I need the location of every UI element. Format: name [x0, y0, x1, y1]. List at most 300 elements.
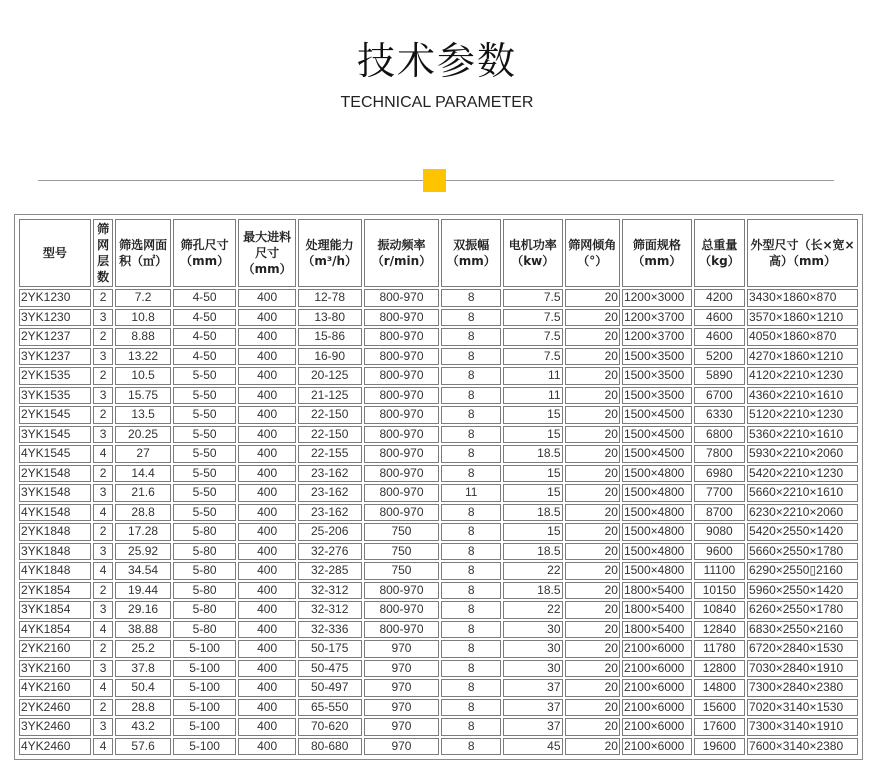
cell-screen-spec: 2100×6000 — [622, 640, 692, 658]
cell-screen-spec: 2100×6000 — [622, 699, 692, 717]
table-row — [19, 309, 858, 327]
cell-screen-spec: 1200×3700 — [622, 309, 692, 327]
cell-screen-area: 27 — [115, 445, 170, 463]
cell-screen-spec: 1500×3500 — [622, 367, 692, 385]
cell-max-feed-size: 400 — [238, 738, 295, 756]
cell-layers: 2 — [93, 699, 114, 717]
cell-layers: 3 — [93, 484, 114, 502]
cell-screen-angle: 20 — [565, 543, 620, 561]
cell-total-weight: 7700 — [694, 484, 745, 502]
cell-motor-power: 15 — [503, 484, 563, 502]
cell-total-weight: 8700 — [694, 504, 745, 522]
cell-mesh-size: 5-80 — [173, 523, 237, 541]
cell-vibration-frequency: 970 — [364, 738, 440, 756]
cell-screen-spec: 1800×5400 — [622, 621, 692, 639]
cell-capacity: 32-336 — [298, 621, 362, 639]
cell-total-weight: 12800 — [694, 660, 745, 678]
cell-screen-area: 57.6 — [115, 738, 170, 756]
cell-layers: 2 — [93, 582, 114, 600]
cell-model: 2YK1548 — [19, 465, 91, 483]
table-row — [19, 445, 858, 463]
cell-model: 2YK2460 — [19, 699, 91, 717]
cell-screen-area: 38.88 — [115, 621, 170, 639]
cell-mesh-size: 5-100 — [173, 718, 237, 736]
cell-vibration-frequency: 800-970 — [364, 309, 440, 327]
cell-max-feed-size: 400 — [238, 504, 295, 522]
cell-vibration-frequency: 970 — [364, 718, 440, 736]
cell-vibration-frequency: 800-970 — [364, 465, 440, 483]
cell-screen-spec: 1500×4500 — [622, 426, 692, 444]
cell-layers: 3 — [93, 426, 114, 444]
cell-vibration-frequency: 800-970 — [364, 504, 440, 522]
cell-screen-area: 21.6 — [115, 484, 170, 502]
cell-max-feed-size: 400 — [238, 367, 295, 385]
cell-motor-power: 7.5 — [503, 289, 563, 307]
cell-capacity: 22-150 — [298, 426, 362, 444]
cell-double-amplitude: 8 — [441, 289, 501, 307]
cell-vibration-frequency: 800-970 — [364, 387, 440, 405]
cell-model: 3YK1548 — [19, 484, 91, 502]
cell-mesh-size: 5-50 — [173, 465, 237, 483]
header-screen-angle: 筛网倾角（°） — [565, 219, 620, 287]
cell-double-amplitude: 11 — [441, 484, 501, 502]
cell-max-feed-size: 400 — [238, 309, 295, 327]
cell-model: 3YK1854 — [19, 601, 91, 619]
cell-layers: 3 — [93, 718, 114, 736]
cell-max-feed-size: 400 — [238, 679, 295, 697]
cell-screen-spec: 1500×3500 — [622, 387, 692, 405]
cell-double-amplitude: 8 — [441, 504, 501, 522]
cell-capacity: 23-162 — [298, 504, 362, 522]
cell-capacity: 15-86 — [298, 328, 362, 346]
cell-total-weight: 5200 — [694, 348, 745, 366]
table-row — [19, 348, 858, 366]
cell-model: 2YK1848 — [19, 523, 91, 541]
cell-screen-angle: 20 — [565, 445, 620, 463]
cell-layers: 4 — [93, 445, 114, 463]
cell-model: 4YK1548 — [19, 504, 91, 522]
header-overall-dimensions: 外型尺寸（长×宽×高）（mm） — [747, 219, 858, 287]
cell-screen-spec: 1500×4800 — [622, 523, 692, 541]
cell-screen-area: 28.8 — [115, 699, 170, 717]
cell-capacity: 50-497 — [298, 679, 362, 697]
cell-max-feed-size: 400 — [238, 621, 295, 639]
cell-capacity: 22-150 — [298, 406, 362, 424]
cell-motor-power: 15 — [503, 523, 563, 541]
cell-screen-area: 28.8 — [115, 504, 170, 522]
cell-total-weight: 15600 — [694, 699, 745, 717]
cell-total-weight: 11780 — [694, 640, 745, 658]
header-total-weight: 总重量（kg） — [694, 219, 745, 287]
cell-layers: 4 — [93, 679, 114, 697]
cell-vibration-frequency: 800-970 — [364, 621, 440, 639]
cell-mesh-size: 5-80 — [173, 601, 237, 619]
cell-screen-area: 37.8 — [115, 660, 170, 678]
cell-motor-power: 22 — [503, 601, 563, 619]
table-row — [19, 504, 858, 522]
cell-total-weight: 11100 — [694, 562, 745, 580]
cell-capacity: 32-276 — [298, 543, 362, 561]
cell-double-amplitude: 8 — [441, 582, 501, 600]
cell-motor-power: 18.5 — [503, 582, 563, 600]
cell-mesh-size: 5-80 — [173, 621, 237, 639]
cell-model: 3YK1230 — [19, 309, 91, 327]
cell-total-weight: 10840 — [694, 601, 745, 619]
cell-screen-angle: 20 — [565, 699, 620, 717]
cell-screen-angle: 20 — [565, 504, 620, 522]
cell-double-amplitude: 8 — [441, 348, 501, 366]
cell-total-weight: 9080 — [694, 523, 745, 541]
cell-mesh-size: 5-50 — [173, 367, 237, 385]
cell-max-feed-size: 400 — [238, 465, 295, 483]
cell-layers: 2 — [93, 406, 114, 424]
cell-screen-angle: 20 — [565, 523, 620, 541]
cell-vibration-frequency: 800-970 — [364, 406, 440, 424]
table-body — [19, 289, 858, 755]
table-row — [19, 406, 858, 424]
cell-overall-dimensions: 7300×3140×1910 — [747, 718, 858, 736]
cell-screen-angle: 20 — [565, 387, 620, 405]
cell-max-feed-size: 400 — [238, 718, 295, 736]
cell-capacity: 20-125 — [298, 367, 362, 385]
header-screen-spec: 筛面规格（mm） — [622, 219, 692, 287]
cell-vibration-frequency: 800-970 — [364, 445, 440, 463]
cell-screen-area: 13.5 — [115, 406, 170, 424]
cell-total-weight: 4600 — [694, 309, 745, 327]
cell-capacity: 21-125 — [298, 387, 362, 405]
cell-screen-spec: 2100×6000 — [622, 738, 692, 756]
table-row — [19, 718, 858, 736]
cell-screen-spec: 1200×3700 — [622, 328, 692, 346]
cell-overall-dimensions: 4050×1860×870 — [747, 328, 858, 346]
cell-double-amplitude: 8 — [441, 679, 501, 697]
cell-double-amplitude: 8 — [441, 523, 501, 541]
cell-layers: 3 — [93, 601, 114, 619]
cell-screen-area: 7.2 — [115, 289, 170, 307]
cell-capacity: 13-80 — [298, 309, 362, 327]
cell-capacity: 32-312 — [298, 582, 362, 600]
cell-screen-spec: 1500×4500 — [622, 406, 692, 424]
cell-capacity: 32-312 — [298, 601, 362, 619]
cell-capacity: 80-680 — [298, 738, 362, 756]
cell-mesh-size: 5-50 — [173, 504, 237, 522]
cell-max-feed-size: 400 — [238, 543, 295, 561]
cell-overall-dimensions: 5420×2210×1230 — [747, 465, 858, 483]
header-vibration-frequency: 振动频率（r/min） — [364, 219, 440, 287]
cell-screen-spec: 1500×4800 — [622, 504, 692, 522]
cell-capacity: 25-206 — [298, 523, 362, 541]
cell-motor-power: 18.5 — [503, 445, 563, 463]
cell-layers: 4 — [93, 504, 114, 522]
cell-screen-area: 20.25 — [115, 426, 170, 444]
cell-capacity: 23-162 — [298, 465, 362, 483]
cell-layers: 2 — [93, 289, 114, 307]
cell-capacity: 23-162 — [298, 484, 362, 502]
cell-mesh-size: 5-50 — [173, 445, 237, 463]
cell-model: 3YK1848 — [19, 543, 91, 561]
cell-model: 3YK2160 — [19, 660, 91, 678]
cell-screen-area: 43.2 — [115, 718, 170, 736]
cell-screen-angle: 20 — [565, 367, 620, 385]
cell-screen-area: 10.8 — [115, 309, 170, 327]
cell-double-amplitude: 8 — [441, 426, 501, 444]
cell-double-amplitude: 8 — [441, 562, 501, 580]
cell-screen-angle: 20 — [565, 738, 620, 756]
cell-max-feed-size: 400 — [238, 387, 295, 405]
cell-vibration-frequency: 800-970 — [364, 367, 440, 385]
cell-overall-dimensions: 5960×2550×1420 — [747, 582, 858, 600]
cell-screen-angle: 20 — [565, 406, 620, 424]
cell-motor-power: 30 — [503, 621, 563, 639]
cell-layers: 2 — [93, 640, 114, 658]
cell-total-weight: 7800 — [694, 445, 745, 463]
table-row — [19, 426, 858, 444]
cell-overall-dimensions: 4120×2210×1230 — [747, 367, 858, 385]
cell-screen-area: 29.16 — [115, 601, 170, 619]
cell-screen-angle: 20 — [565, 309, 620, 327]
cell-total-weight: 6980 — [694, 465, 745, 483]
cell-screen-area: 34.54 — [115, 562, 170, 580]
cell-overall-dimensions: 7030×2840×1910 — [747, 660, 858, 678]
cell-vibration-frequency: 750 — [364, 523, 440, 541]
table-row — [19, 601, 858, 619]
table-row — [19, 465, 858, 483]
cell-total-weight: 6700 — [694, 387, 745, 405]
cell-screen-spec: 1500×3500 — [622, 348, 692, 366]
cell-max-feed-size: 400 — [238, 523, 295, 541]
cell-motor-power: 11 — [503, 387, 563, 405]
cell-overall-dimensions: 4270×1860×1210 — [747, 348, 858, 366]
cell-motor-power: 18.5 — [503, 543, 563, 561]
cell-max-feed-size: 400 — [238, 348, 295, 366]
cell-double-amplitude: 8 — [441, 328, 501, 346]
table-row — [19, 699, 858, 717]
cell-mesh-size: 4-50 — [173, 309, 237, 327]
header-layers: 筛网层数 — [93, 219, 114, 287]
cell-model: 4YK1848 — [19, 562, 91, 580]
table-header-row — [19, 219, 858, 287]
cell-double-amplitude: 8 — [441, 406, 501, 424]
cell-double-amplitude: 8 — [441, 640, 501, 658]
cell-screen-area: 14.4 — [115, 465, 170, 483]
cell-capacity: 16-90 — [298, 348, 362, 366]
cell-overall-dimensions: 5420×2550×1420 — [747, 523, 858, 541]
table-row — [19, 660, 858, 678]
cell-overall-dimensions: 6720×2840×1530 — [747, 640, 858, 658]
cell-mesh-size: 5-50 — [173, 387, 237, 405]
cell-double-amplitude: 8 — [441, 738, 501, 756]
divider-accent-square — [423, 169, 446, 192]
cell-model: 4YK2160 — [19, 679, 91, 697]
cell-screen-area: 19.44 — [115, 582, 170, 600]
cell-screen-angle: 20 — [565, 562, 620, 580]
cell-layers: 2 — [93, 367, 114, 385]
cell-screen-angle: 20 — [565, 679, 620, 697]
cell-max-feed-size: 400 — [238, 406, 295, 424]
cell-total-weight: 9600 — [694, 543, 745, 561]
header-screen-area: 筛选网面积（㎡） — [115, 219, 170, 287]
cell-vibration-frequency: 800-970 — [364, 426, 440, 444]
cell-screen-angle: 20 — [565, 718, 620, 736]
cell-screen-spec: 2100×6000 — [622, 718, 692, 736]
cell-capacity: 65-550 — [298, 699, 362, 717]
cell-motor-power: 15 — [503, 406, 563, 424]
cell-motor-power: 22 — [503, 562, 563, 580]
cell-vibration-frequency: 800-970 — [364, 328, 440, 346]
parameter-table — [17, 217, 860, 757]
cell-max-feed-size: 400 — [238, 289, 295, 307]
table-row — [19, 484, 858, 502]
header-max-feed-size: 最大进料尺寸（mm） — [238, 219, 295, 287]
cell-capacity: 50-175 — [298, 640, 362, 658]
cell-mesh-size: 4-50 — [173, 328, 237, 346]
table-row — [19, 367, 858, 385]
cell-max-feed-size: 400 — [238, 426, 295, 444]
cell-total-weight: 6800 — [694, 426, 745, 444]
table-row — [19, 523, 858, 541]
page-subtitle: TECHNICAL PARAMETER — [340, 94, 534, 111]
cell-layers: 2 — [93, 328, 114, 346]
cell-vibration-frequency: 970 — [364, 699, 440, 717]
cell-overall-dimensions: 6290×2550▯2160 — [747, 562, 858, 580]
cell-motor-power: 45 — [503, 738, 563, 756]
cell-model: 3YK2460 — [19, 718, 91, 736]
cell-mesh-size: 5-80 — [173, 582, 237, 600]
cell-model: 2YK2160 — [19, 640, 91, 658]
cell-model: 4YK2460 — [19, 738, 91, 756]
cell-motor-power: 11 — [503, 367, 563, 385]
cell-screen-area: 10.5 — [115, 367, 170, 385]
cell-screen-spec: 1500×4800 — [622, 562, 692, 580]
cell-layers: 4 — [93, 738, 114, 756]
cell-max-feed-size: 400 — [238, 660, 295, 678]
cell-double-amplitude: 8 — [441, 445, 501, 463]
cell-vibration-frequency: 750 — [364, 562, 440, 580]
header-double-amplitude: 双振幅（mm） — [441, 219, 501, 287]
cell-screen-angle: 20 — [565, 328, 620, 346]
cell-max-feed-size: 400 — [238, 699, 295, 717]
cell-motor-power: 30 — [503, 660, 563, 678]
cell-screen-angle: 20 — [565, 289, 620, 307]
cell-vibration-frequency: 800-970 — [364, 582, 440, 600]
cell-screen-spec: 1500×4800 — [622, 484, 692, 502]
cell-total-weight: 6330 — [694, 406, 745, 424]
cell-double-amplitude: 8 — [441, 543, 501, 561]
cell-overall-dimensions: 5660×2210×1610 — [747, 484, 858, 502]
cell-layers: 4 — [93, 562, 114, 580]
cell-total-weight: 5890 — [694, 367, 745, 385]
cell-vibration-frequency: 800-970 — [364, 289, 440, 307]
table-row — [19, 543, 858, 561]
cell-vibration-frequency: 800-970 — [364, 348, 440, 366]
cell-double-amplitude: 8 — [441, 621, 501, 639]
cell-layers: 3 — [93, 309, 114, 327]
cell-motor-power: 7.5 — [503, 309, 563, 327]
cell-motor-power: 7.5 — [503, 328, 563, 346]
page-title: 技术参数 — [356, 39, 517, 83]
cell-double-amplitude: 8 — [441, 660, 501, 678]
cell-mesh-size: 5-50 — [173, 426, 237, 444]
cell-model: 2YK1854 — [19, 582, 91, 600]
cell-vibration-frequency: 970 — [364, 660, 440, 678]
header-capacity: 处理能力（m³/h） — [298, 219, 362, 287]
cell-model: 2YK1545 — [19, 406, 91, 424]
cell-total-weight: 14800 — [694, 679, 745, 697]
cell-screen-area: 13.22 — [115, 348, 170, 366]
cell-screen-angle: 20 — [565, 640, 620, 658]
cell-screen-spec: 2100×6000 — [622, 679, 692, 697]
cell-vibration-frequency: 800-970 — [364, 484, 440, 502]
cell-layers: 3 — [93, 543, 114, 561]
cell-screen-spec: 1800×5400 — [622, 601, 692, 619]
cell-overall-dimensions: 6230×2210×2060 — [747, 504, 858, 522]
cell-double-amplitude: 8 — [441, 465, 501, 483]
cell-double-amplitude: 8 — [441, 699, 501, 717]
cell-screen-angle: 20 — [565, 348, 620, 366]
cell-mesh-size: 4-50 — [173, 348, 237, 366]
cell-overall-dimensions: 7600×3140×2380 — [747, 738, 858, 756]
header-mesh-size: 筛孔尺寸（mm） — [173, 219, 237, 287]
cell-total-weight: 4200 — [694, 289, 745, 307]
cell-mesh-size: 5-50 — [173, 484, 237, 502]
cell-overall-dimensions: 5360×2210×1610 — [747, 426, 858, 444]
cell-overall-dimensions: 5120×2210×1230 — [747, 406, 858, 424]
cell-vibration-frequency: 800-970 — [364, 601, 440, 619]
cell-total-weight: 10150 — [694, 582, 745, 600]
cell-screen-area: 15.75 — [115, 387, 170, 405]
table-row — [19, 738, 858, 756]
cell-model: 2YK1237 — [19, 328, 91, 346]
cell-screen-area: 17.28 — [115, 523, 170, 541]
cell-capacity: 12-78 — [298, 289, 362, 307]
cell-screen-spec: 1500×4500 — [622, 445, 692, 463]
cell-overall-dimensions: 3430×1860×870 — [747, 289, 858, 307]
table-row — [19, 562, 858, 580]
cell-model: 4YK1545 — [19, 445, 91, 463]
header-motor-power: 电机功率（kw） — [503, 219, 563, 287]
cell-screen-angle: 20 — [565, 484, 620, 502]
cell-vibration-frequency: 970 — [364, 640, 440, 658]
cell-vibration-frequency: 750 — [364, 543, 440, 561]
cell-max-feed-size: 400 — [238, 484, 295, 502]
cell-mesh-size: 5-100 — [173, 738, 237, 756]
cell-motor-power: 15 — [503, 426, 563, 444]
cell-double-amplitude: 8 — [441, 309, 501, 327]
cell-overall-dimensions: 5660×2550×1780 — [747, 543, 858, 561]
cell-layers: 3 — [93, 387, 114, 405]
table-row — [19, 640, 858, 658]
cell-screen-spec: 1800×5400 — [622, 582, 692, 600]
cell-mesh-size: 5-80 — [173, 543, 237, 561]
cell-max-feed-size: 400 — [238, 640, 295, 658]
cell-capacity: 22-155 — [298, 445, 362, 463]
cell-mesh-size: 5-80 — [173, 562, 237, 580]
cell-screen-area: 25.92 — [115, 543, 170, 561]
cell-motor-power: 37 — [503, 699, 563, 717]
cell-capacity: 70-620 — [298, 718, 362, 736]
cell-overall-dimensions: 5930×2210×2060 — [747, 445, 858, 463]
cell-overall-dimensions: 7300×2840×2380 — [747, 679, 858, 697]
cell-double-amplitude: 8 — [441, 718, 501, 736]
table-row — [19, 328, 858, 346]
cell-overall-dimensions: 4360×2210×1610 — [747, 387, 858, 405]
cell-double-amplitude: 8 — [441, 387, 501, 405]
cell-screen-area: 8.88 — [115, 328, 170, 346]
cell-motor-power: 15 — [503, 465, 563, 483]
cell-max-feed-size: 400 — [238, 328, 295, 346]
cell-screen-area: 25.2 — [115, 640, 170, 658]
cell-motor-power: 18.5 — [503, 504, 563, 522]
